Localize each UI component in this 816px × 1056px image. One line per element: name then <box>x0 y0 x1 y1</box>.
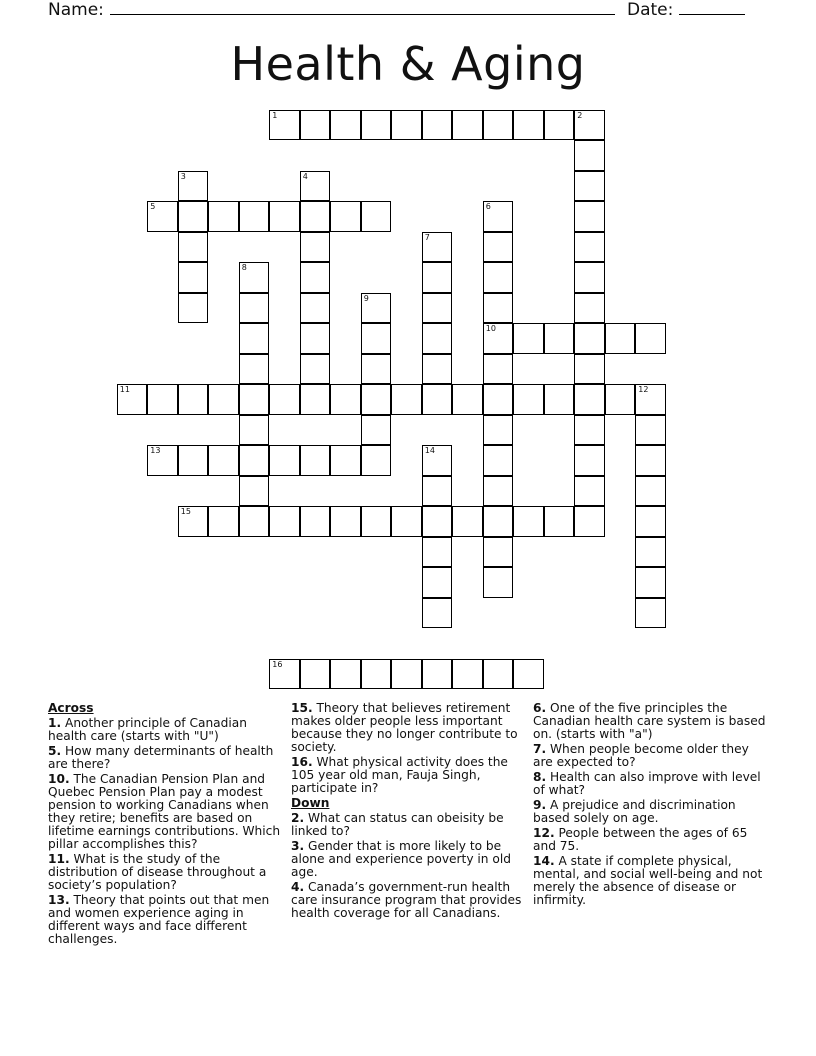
across-clue-list <box>48 717 284 946</box>
grid-cell[interactable] <box>178 262 209 293</box>
grid-cell[interactable] <box>483 354 514 385</box>
grid-cell[interactable] <box>513 323 544 354</box>
grid-cell[interactable] <box>208 201 239 232</box>
clue-item-number: 2. <box>291 811 305 825</box>
grid-cell[interactable] <box>239 323 270 354</box>
clue-item-text: Another principle of Canadian health care (starts with "U") <box>48 716 247 743</box>
grid-cell[interactable] <box>422 323 453 354</box>
grid-cell[interactable] <box>574 445 605 476</box>
clues-column-2 <box>291 702 527 922</box>
clue-item-number: 10. <box>48 772 70 786</box>
clue-item <box>48 894 284 946</box>
grid-cell[interactable] <box>178 232 209 263</box>
grid-cell[interactable] <box>635 506 666 537</box>
grid-cell[interactable] <box>452 506 483 537</box>
grid-cell[interactable] <box>300 262 331 293</box>
clue-item <box>533 702 769 741</box>
grid-cell[interactable] <box>239 262 270 293</box>
clue-item-number: 13. <box>48 893 70 907</box>
grid-cell[interactable] <box>452 110 483 141</box>
grid-cell[interactable] <box>483 445 514 476</box>
grid-cell[interactable] <box>544 110 575 141</box>
grid-cell[interactable] <box>635 567 666 598</box>
down-clue-list-continued <box>533 702 769 907</box>
clue-item <box>533 827 769 853</box>
clue-number: 14 <box>424 446 435 456</box>
clue-number: 6 <box>485 202 491 212</box>
clue-item-text: The Canadian Pension Plan and Quebec Pension Plan pay a modest pension to working Canadians when they retire; benefits are based on lifetime earnings contributions. Which pillar accomplishes this? <box>48 772 281 851</box>
clue-item-number: 11. <box>48 852 70 866</box>
grid-cell[interactable] <box>605 323 636 354</box>
grid-cell[interactable] <box>422 262 453 293</box>
grid-cell[interactable] <box>269 445 300 476</box>
clue-item-number: 15. <box>291 701 313 715</box>
clue-item <box>533 799 769 825</box>
clue-item <box>291 702 527 754</box>
clue-item <box>291 756 527 795</box>
grid-cell[interactable] <box>269 110 300 141</box>
grid-cell[interactable] <box>452 384 483 415</box>
clue-item-number: 5. <box>48 744 62 758</box>
name-label: Name: <box>48 0 104 20</box>
grid-cell[interactable] <box>330 201 361 232</box>
grid-cell[interactable] <box>635 384 666 415</box>
clue-item-text: Theory that points out that men and women experience aging in different ways and face different challenges. <box>48 893 270 946</box>
grid-cell[interactable] <box>483 201 514 232</box>
grid-cell[interactable] <box>422 537 453 568</box>
grid-cell[interactable] <box>574 201 605 232</box>
grid-cell[interactable] <box>635 323 666 354</box>
grid-cell[interactable] <box>208 384 239 415</box>
grid-cell[interactable] <box>117 384 148 415</box>
clue-number: 3 <box>180 171 186 181</box>
grid-cell[interactable] <box>330 384 361 415</box>
clue-number: 12 <box>638 385 649 395</box>
grid-cell[interactable] <box>269 659 300 690</box>
grid-cell[interactable] <box>300 232 331 263</box>
grid-cell[interactable] <box>544 323 575 354</box>
page-title: Health & Aging <box>230 37 586 91</box>
grid-cell[interactable] <box>544 384 575 415</box>
grid-cell[interactable] <box>300 293 331 324</box>
grid-cell[interactable] <box>574 293 605 324</box>
grid-cell[interactable] <box>239 476 270 507</box>
grid-cell[interactable] <box>300 659 331 690</box>
grid-cell[interactable] <box>422 232 453 263</box>
grid-cell[interactable] <box>574 262 605 293</box>
grid-cell[interactable] <box>330 445 361 476</box>
grid-cell[interactable] <box>422 445 453 476</box>
grid-cell[interactable] <box>269 384 300 415</box>
grid-cell[interactable] <box>239 506 270 537</box>
grid-cell[interactable] <box>239 445 270 476</box>
grid-cell[interactable] <box>178 506 209 537</box>
clue-item-text: How many determinants of health are there? <box>48 744 274 771</box>
grid-cell[interactable] <box>391 110 422 141</box>
grid-cell[interactable] <box>178 445 209 476</box>
clues-column-1 <box>48 702 284 948</box>
clue-item <box>291 812 527 838</box>
grid-cell[interactable] <box>574 171 605 202</box>
grid-cell[interactable] <box>483 384 514 415</box>
down-heading: Down <box>291 796 330 810</box>
grid-cell[interactable] <box>422 476 453 507</box>
grid-cell[interactable] <box>361 293 392 324</box>
grid-cell[interactable] <box>300 110 331 141</box>
grid-cell[interactable] <box>330 659 361 690</box>
clue-item-number: 9. <box>533 798 547 812</box>
grid-cell[interactable] <box>483 110 514 141</box>
grid-cell[interactable] <box>574 476 605 507</box>
clue-item-text: One of the five principles the Canadian health care system is based on. (starts with "a") <box>533 701 766 741</box>
grid-cell[interactable] <box>239 384 270 415</box>
grid-cell[interactable] <box>513 110 544 141</box>
clue-number: 2 <box>577 110 583 120</box>
clue-item-number: 6. <box>533 701 547 715</box>
clue-item-number: 1. <box>48 716 62 730</box>
grid-cell[interactable] <box>544 506 575 537</box>
clue-item <box>291 881 527 920</box>
clue-item-text: Canada’s government-run health care insurance program that provides health coverage for all Canadians. <box>291 880 522 920</box>
grid-cell[interactable] <box>422 598 453 629</box>
clue-item <box>48 773 284 851</box>
grid-cell[interactable] <box>361 506 392 537</box>
clue-item <box>48 745 284 771</box>
grid-cell[interactable] <box>422 354 453 385</box>
grid-cell[interactable] <box>422 293 453 324</box>
grid-cell[interactable] <box>483 293 514 324</box>
grid-cell[interactable] <box>361 323 392 354</box>
clue-number: 9 <box>363 293 369 303</box>
grid-cell[interactable] <box>391 659 422 690</box>
grid-cell[interactable] <box>574 415 605 446</box>
grid-cell[interactable] <box>300 384 331 415</box>
clue-item-text: Gender that is more likely to be alone and experience poverty in old age. <box>291 839 511 879</box>
grid-cell[interactable] <box>239 354 270 385</box>
grid-cell[interactable] <box>300 323 331 354</box>
clue-item <box>48 853 284 892</box>
grid-cell[interactable] <box>391 506 422 537</box>
clue-number: 15 <box>180 507 191 517</box>
grid-cell[interactable] <box>483 415 514 446</box>
grid-cell[interactable] <box>574 354 605 385</box>
grid-cell[interactable] <box>300 506 331 537</box>
grid-cell[interactable] <box>269 201 300 232</box>
clue-item-text: A state if complete physical, mental, and social well-being and not merely the absence of disease or infirmity. <box>533 854 763 907</box>
clue-item-text: Health can also improve with level of what? <box>533 770 761 797</box>
clue-item-text: People between the ages of 65 and 75. <box>533 826 748 853</box>
clue-item <box>533 855 769 907</box>
grid-cell[interactable] <box>483 567 514 598</box>
clue-number: 16 <box>272 659 283 669</box>
grid-cell[interactable] <box>178 201 209 232</box>
grid-cell[interactable] <box>513 659 544 690</box>
grid-cell[interactable] <box>513 506 544 537</box>
grid-cell[interactable] <box>391 384 422 415</box>
grid-cell[interactable] <box>269 506 300 537</box>
grid-cell[interactable] <box>361 415 392 446</box>
grid-cell[interactable] <box>361 384 392 415</box>
clue-item-text: What is the study of the distribution of disease throughout a society’s population? <box>48 852 267 892</box>
date-label: Date: <box>627 0 674 20</box>
grid-cell[interactable] <box>300 445 331 476</box>
clue-number: 13 <box>150 446 161 456</box>
grid-cell[interactable] <box>147 201 178 232</box>
grid-cell[interactable] <box>361 201 392 232</box>
grid-cell[interactable] <box>574 140 605 171</box>
grid-cell[interactable] <box>483 232 514 263</box>
clue-item <box>48 717 284 743</box>
clue-item-number: 16. <box>291 755 313 769</box>
clue-item <box>533 771 769 797</box>
grid-cell[interactable] <box>330 110 361 141</box>
clue-item-text: A prejudice and discrimination based solely on age. <box>533 798 736 825</box>
grid-cell[interactable] <box>361 445 392 476</box>
clue-item <box>291 840 527 879</box>
grid-cell[interactable] <box>422 659 453 690</box>
grid-cell[interactable] <box>635 415 666 446</box>
grid-cell[interactable] <box>178 293 209 324</box>
clue-item-text: What physical activity does the 105 year old man, Fauja Singh, participate in? <box>291 755 508 795</box>
grid-cell[interactable] <box>300 171 331 202</box>
clue-number: 7 <box>424 232 430 242</box>
clue-number: 11 <box>119 385 130 395</box>
clue-item-number: 8. <box>533 770 547 784</box>
clue-item-number: 14. <box>533 854 555 868</box>
grid-cell[interactable] <box>208 506 239 537</box>
grid-cell[interactable] <box>239 293 270 324</box>
grid-cell[interactable] <box>635 598 666 629</box>
clue-number: 10 <box>485 324 496 334</box>
grid-cell[interactable] <box>483 262 514 293</box>
clue-item-text: Theory that believes retirement makes older people less important because they no longer contribute to society. <box>291 701 518 754</box>
clue-item-number: 7. <box>533 742 547 756</box>
grid-cell[interactable] <box>635 445 666 476</box>
grid-cell[interactable] <box>422 506 453 537</box>
grid-cell[interactable] <box>239 415 270 446</box>
grid-cell[interactable] <box>330 506 361 537</box>
clue-number: 5 <box>150 202 156 212</box>
grid-cell[interactable] <box>574 323 605 354</box>
grid-cell[interactable] <box>574 232 605 263</box>
clue-number: 8 <box>241 263 247 273</box>
grid-cell[interactable] <box>635 537 666 568</box>
grid-cell[interactable] <box>483 659 514 690</box>
grid-cell[interactable] <box>574 110 605 141</box>
clue-item-number: 3. <box>291 839 305 853</box>
grid-cell[interactable] <box>513 384 544 415</box>
grid-cell[interactable] <box>422 567 453 598</box>
grid-cell[interactable] <box>422 384 453 415</box>
down-clue-list <box>291 812 527 920</box>
grid-cell[interactable] <box>483 476 514 507</box>
clues-column-3 <box>533 702 769 909</box>
grid-cell[interactable] <box>605 384 636 415</box>
grid-cell[interactable] <box>300 201 331 232</box>
grid-cell[interactable] <box>208 445 239 476</box>
grid-cell[interactable] <box>147 445 178 476</box>
grid-cell[interactable] <box>178 384 209 415</box>
clue-item-text: When people become older they are expected to? <box>533 742 749 769</box>
grid-cell[interactable] <box>361 110 392 141</box>
clue-number: 1 <box>272 110 278 120</box>
grid-cell[interactable] <box>452 659 483 690</box>
grid-cell[interactable] <box>361 659 392 690</box>
grid-cell[interactable] <box>483 537 514 568</box>
clue-item-number: 4. <box>291 880 305 894</box>
grid-cell[interactable] <box>422 110 453 141</box>
across-clue-list-continued <box>291 702 527 795</box>
grid-cell[interactable] <box>361 354 392 385</box>
across-heading: Across <box>48 701 94 715</box>
grid-cell[interactable] <box>574 506 605 537</box>
grid-cell[interactable] <box>147 384 178 415</box>
grid-cell[interactable] <box>178 171 209 202</box>
clue-item-number: 12. <box>533 826 555 840</box>
grid-cell[interactable] <box>483 323 514 354</box>
grid-cell[interactable] <box>300 354 331 385</box>
grid-cell[interactable] <box>635 476 666 507</box>
clue-item-text: What can status can obeisity be linked to? <box>291 811 504 838</box>
grid-cell[interactable] <box>483 506 514 537</box>
clue-item <box>533 743 769 769</box>
grid-cell[interactable] <box>574 384 605 415</box>
clue-number: 4 <box>302 171 308 181</box>
grid-cell[interactable] <box>239 201 270 232</box>
